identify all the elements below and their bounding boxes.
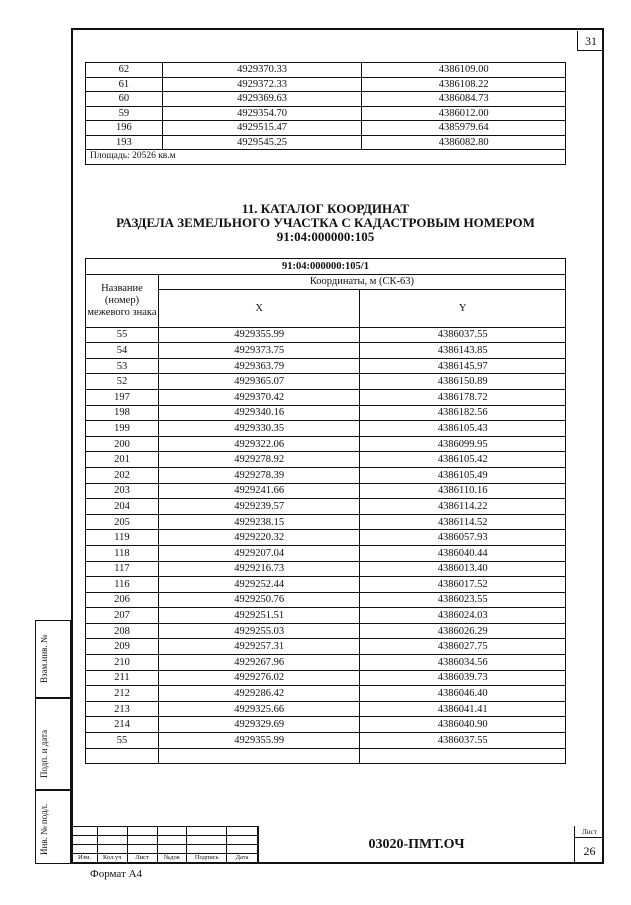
- cell-point: 55: [86, 733, 159, 749]
- table-row: [86, 405, 566, 421]
- cell-point: 207: [86, 608, 159, 624]
- sheet-number: 26: [583, 844, 596, 858]
- cell-x: 4929276.02: [158, 670, 360, 686]
- table-row: [86, 436, 566, 452]
- cell-x: 4929329.69: [158, 717, 360, 733]
- cell-x: 4929207.04: [158, 545, 360, 561]
- cell-y: 4385979.64: [362, 121, 566, 136]
- cell-y: 4386057.93: [360, 530, 566, 546]
- cell-x: 4929257.31: [158, 639, 360, 655]
- table-row: [86, 655, 566, 671]
- cell-point: 119: [86, 530, 159, 546]
- cell-point: 198: [86, 405, 159, 421]
- table-row: [86, 561, 566, 577]
- cell-y: 4386013.40: [360, 561, 566, 577]
- table-row: [86, 499, 566, 515]
- cell-point: 200: [86, 436, 159, 452]
- cell-point: 193: [86, 135, 163, 150]
- page-number: 31: [577, 31, 604, 51]
- table-row: [86, 545, 566, 561]
- cell-point: 213: [86, 701, 159, 717]
- cell-y: 4386024.03: [360, 608, 566, 624]
- side-label-vzam: Взам.инв. №: [39, 634, 49, 683]
- cell-y: 4386114.22: [360, 499, 566, 515]
- cell-point: 60: [86, 92, 163, 107]
- table-row: [86, 92, 566, 107]
- cell-x: 4929220.32: [158, 530, 360, 546]
- col-y-header: Y: [360, 290, 566, 327]
- cell-y: 4386182.56: [360, 405, 566, 421]
- cell-x: 4929369.63: [162, 92, 362, 107]
- cell-y: 4386178.72: [360, 389, 566, 405]
- cell-x: 4929278.92: [158, 452, 360, 468]
- table-row: [86, 421, 566, 437]
- cell-y: 4386099.95: [360, 436, 566, 452]
- cell-y: 4386110.16: [360, 483, 566, 499]
- table-row: [86, 374, 566, 390]
- cell-x: 4929330.35: [158, 421, 360, 437]
- cadastral-number: 91:04:000000:105: [276, 229, 375, 244]
- stamp-col-label: Изм.: [72, 854, 98, 863]
- table-row: [86, 733, 566, 749]
- cell-y: 4386037.55: [360, 327, 566, 343]
- cell-x: 4929322.06: [158, 436, 360, 452]
- cell-point: 209: [86, 639, 159, 655]
- cell-y: 4386026.29: [360, 623, 566, 639]
- cell-point: 117: [86, 561, 159, 577]
- cell-x: 4929373.75: [158, 343, 360, 359]
- cell-point: 208: [86, 623, 159, 639]
- table-row: [86, 592, 566, 608]
- cell-x: 4929250.76: [158, 592, 360, 608]
- cell-y: 4386040.44: [360, 545, 566, 561]
- table-row: [86, 343, 566, 359]
- cell-y: 4386027.75: [360, 639, 566, 655]
- table-row: [86, 483, 566, 499]
- table-row: [86, 639, 566, 655]
- cell-x: 4929354.70: [162, 106, 362, 121]
- area-text: Площадь: 20526 кв.м: [86, 150, 566, 165]
- format-label: Формат А4: [90, 868, 143, 880]
- catalog-subtitle: РАЗДЕЛА ЗЕМЕЛЬНОГО УЧАСТКА С КАДАСТРОВЫМ НОМЕРОМ: [116, 215, 535, 230]
- table-row: [86, 121, 566, 136]
- cell-point: 211: [86, 670, 159, 686]
- cell-point: 118: [86, 545, 159, 561]
- cell-x: 4929370.33: [162, 63, 362, 78]
- cell-y: 4386037.55: [360, 733, 566, 749]
- cell-point: 197: [86, 389, 159, 405]
- top-coordinates-table: [85, 62, 566, 165]
- table-row: [86, 106, 566, 121]
- table-row: [86, 63, 566, 78]
- cell-y: 4386017.52: [360, 577, 566, 593]
- cell-x: 4929255.03: [158, 623, 360, 639]
- cell-y: 4386145.97: [360, 358, 566, 374]
- cell-point: 212: [86, 686, 159, 702]
- cell-x: 4929278.39: [158, 467, 360, 483]
- cell-point: 204: [86, 499, 159, 515]
- cell-point: 59: [86, 106, 163, 121]
- cell-point: 196: [86, 121, 163, 136]
- cell-point: 52: [86, 374, 159, 390]
- col-x-header: X: [158, 290, 360, 327]
- cell-point: 62: [86, 63, 163, 78]
- stamp-col-label: Лист: [127, 854, 157, 863]
- cell-point: 210: [86, 655, 159, 671]
- cell-point: 214: [86, 717, 159, 733]
- side-label-inv: Инв. № подл.: [39, 803, 49, 855]
- cell-x: 4929286.42: [158, 686, 360, 702]
- cell-y: 4386023.55: [360, 592, 566, 608]
- cell-y: 4386150.89: [360, 374, 566, 390]
- cell-y: 4386041.41: [360, 701, 566, 717]
- table-row: [86, 389, 566, 405]
- catalog-title: 11. КАТАЛОГ КООРДИНАТ: [241, 201, 410, 216]
- table-row: [86, 530, 566, 546]
- table-row: [86, 452, 566, 468]
- cell-x: 4929355.99: [158, 733, 360, 749]
- cell-point: 199: [86, 421, 159, 437]
- side-label-podp: Подп. и дата: [39, 729, 49, 778]
- cell-x: 4929239.57: [158, 499, 360, 515]
- cell-x: 4929325.66: [158, 701, 360, 717]
- cell-point: 205: [86, 514, 159, 530]
- cell-y: 4386034.56: [360, 655, 566, 671]
- cell-y: 4386105.49: [360, 467, 566, 483]
- cell-x: 4929363.79: [158, 358, 360, 374]
- cell-point: 53: [86, 358, 159, 374]
- cell-x: 4929241.66: [158, 483, 360, 499]
- col-coords-header: Координаты, м (СК-63): [158, 274, 565, 290]
- cell-x: 4929267.96: [158, 655, 360, 671]
- cell-y: 4386084.73: [362, 92, 566, 107]
- cell-x: 4929355.99: [158, 327, 360, 343]
- cell-y: 4386105.42: [360, 452, 566, 468]
- table-row: [86, 514, 566, 530]
- table-row: [86, 327, 566, 343]
- cell-x: 4929251.51: [158, 608, 360, 624]
- cell-x: 4929340.16: [158, 405, 360, 421]
- cell-point: 206: [86, 592, 159, 608]
- table-row: [86, 577, 566, 593]
- stamp-col-label: Кол.уч: [97, 854, 127, 863]
- cell-x: 4929515.47: [162, 121, 362, 136]
- cell-point: 203: [86, 483, 159, 499]
- stamp-col-label: Дата: [227, 854, 258, 863]
- stamp-col-label: Подпись: [187, 854, 227, 863]
- table-row: [86, 358, 566, 374]
- col-name-header: Название (номер) межевого знака: [86, 274, 159, 327]
- cell-y: 4386082.80: [362, 135, 566, 150]
- cell-y: 4386143.85: [360, 343, 566, 359]
- table-row: [86, 717, 566, 733]
- cell-y: 4386108.22: [362, 77, 566, 92]
- cell-point: 202: [86, 467, 159, 483]
- parcel-header: 91:04:000000:105/1: [86, 259, 566, 275]
- sheet-label: Лист: [575, 826, 604, 838]
- cell-x: 4929252.44: [158, 577, 360, 593]
- cell-x: 4929370.42: [158, 389, 360, 405]
- cell-x: 4929238.15: [158, 514, 360, 530]
- cell-point: 54: [86, 343, 159, 359]
- cell-y: 4386039.73: [360, 670, 566, 686]
- table-row: [86, 670, 566, 686]
- document-code: 03020-ПМТ.ОЧ: [258, 826, 575, 864]
- cell-y: 4386012.00: [362, 106, 566, 121]
- cell-point: 55: [86, 327, 159, 343]
- table-row: [86, 135, 566, 150]
- table-row: [86, 686, 566, 702]
- cell-point: 61: [86, 77, 163, 92]
- cell-x: 4929545.25: [162, 135, 362, 150]
- table-row: [86, 608, 566, 624]
- cell-x: 4929365.07: [158, 374, 360, 390]
- cell-y: 4386109.00: [362, 63, 566, 78]
- cell-point: 116: [86, 577, 159, 593]
- table-row: [86, 701, 566, 717]
- cell-point: 201: [86, 452, 159, 468]
- cell-x: 4929372.33: [162, 77, 362, 92]
- cell-y: 4386114.52: [360, 514, 566, 530]
- cell-y: 4386040.90: [360, 717, 566, 733]
- cell-y: 4386046.40: [360, 686, 566, 702]
- table-row: [86, 623, 566, 639]
- stamp-col-label: №док: [157, 854, 187, 863]
- cell-x: 4929216.73: [158, 561, 360, 577]
- cell-y: 4386105.43: [360, 421, 566, 437]
- table-row: [86, 467, 566, 483]
- main-coordinates-table: [85, 258, 566, 764]
- table-row: [86, 77, 566, 92]
